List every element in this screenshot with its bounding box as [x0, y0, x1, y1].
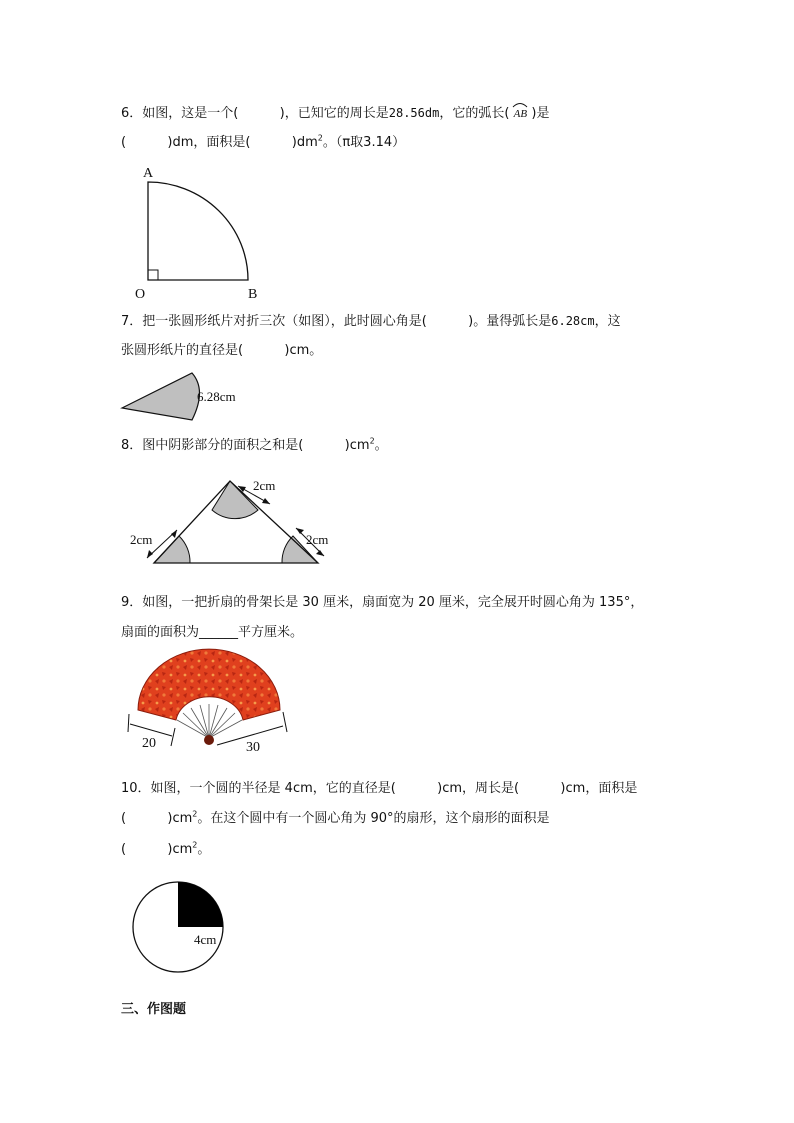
q8-number: 8． [121, 438, 143, 453]
q8-label-right: 2cm [306, 532, 329, 547]
q10-sq1: 2 [192, 809, 198, 819]
q6-text5: 。（π取3.14） [322, 135, 406, 150]
q10-line3 [121, 841, 210, 859]
q6-text2: ，它的弧长( [439, 106, 510, 121]
q8-text2: 。 [374, 438, 388, 453]
q10-text2: ( )cm [121, 811, 193, 826]
q6-quarter-circle-figure [130, 160, 270, 305]
q7-line2 [121, 342, 322, 360]
q7-text3: 张圆形纸片的直径是( )cm。 [121, 343, 323, 358]
q7-number: 7． [121, 314, 143, 329]
q8-line1 [121, 437, 388, 455]
q10-number: 10． [121, 781, 151, 796]
label-b: B [248, 287, 258, 302]
q10-text1: 如图，一个圆的半径是 4cm，它的直径是( )cm，周长是( )cm，面积是 [150, 781, 638, 796]
label-a: A [143, 166, 154, 181]
q9-label-20: 20 [142, 736, 156, 751]
q8-label-top: 2cm [253, 478, 276, 493]
q6-perimeter: 28.56dm [388, 106, 440, 120]
fan-ribs [177, 704, 242, 738]
q6-arc-symbol [509, 105, 531, 123]
q9-label-30: 30 [246, 740, 260, 755]
q8-sq: 2 [369, 436, 375, 446]
q10-text3: 。在这个圆中有一个圆心角为 90°的扇形，这个扇形的面积是 [197, 811, 550, 826]
shaded-sector-left [154, 536, 190, 563]
black-sector [178, 882, 223, 927]
label-o: O [135, 287, 146, 302]
q8-text1: 图中阴影部分的面积之和是( )cm [142, 438, 370, 453]
q6-text4: ( )dm，面积是( )dm [121, 135, 318, 150]
shaded-sector [122, 373, 200, 420]
q6-text1: 如图，这是一个( )，已知它的周长是 [142, 106, 389, 121]
q7-text2: ，这 [594, 314, 621, 329]
q7-arc-length: 6.28cm [551, 314, 595, 328]
q8-label-left: 2cm [130, 532, 153, 547]
q6-sq: 2 [317, 133, 323, 143]
q8-triangle-figure [120, 470, 350, 570]
q6-line1 [121, 104, 549, 123]
quarter-circle-shape [148, 182, 248, 280]
q7-line1 [121, 312, 621, 331]
q10-circle-figure [130, 878, 235, 978]
q6-line2 [121, 134, 405, 152]
q7-sector-figure [115, 368, 265, 428]
arc-mark-icon [512, 102, 528, 108]
right-angle-mark [148, 270, 158, 280]
q9-folding-fan-figure [125, 650, 295, 760]
q9-text1: 如图，一把折扇的骨架长是 30 厘米，扇面宽为 20 厘米，完全展开时圆心角为 135°， [142, 595, 644, 610]
q7-text1: 把一张圆形纸片对折三次（如图），此时圆心角是( )。量得弧长是 [142, 314, 552, 329]
q6-arc-label: AB [513, 108, 528, 120]
q10-line1 [121, 780, 637, 798]
q10-text4: ( )cm [121, 842, 193, 857]
q9-line1 [121, 594, 643, 612]
q6-text3: )是 [531, 106, 550, 121]
fan-pivot [204, 735, 214, 745]
q10-line2 [121, 810, 550, 828]
q9-text2: 扇面的面积为______平方厘米。 [121, 625, 304, 640]
dim-arrow-20 [130, 724, 172, 736]
q6-number: 6． [121, 106, 143, 121]
q9-line2 [121, 624, 303, 642]
q10-text5: 。 [197, 842, 211, 857]
q9-number: 9． [121, 595, 143, 610]
q10-fig-label: 4cm [194, 932, 217, 947]
q10-sq2: 2 [192, 840, 198, 850]
section-title: 三、作图题 [121, 1002, 187, 1017]
q7-fig-label: 6.28cm [197, 389, 236, 404]
